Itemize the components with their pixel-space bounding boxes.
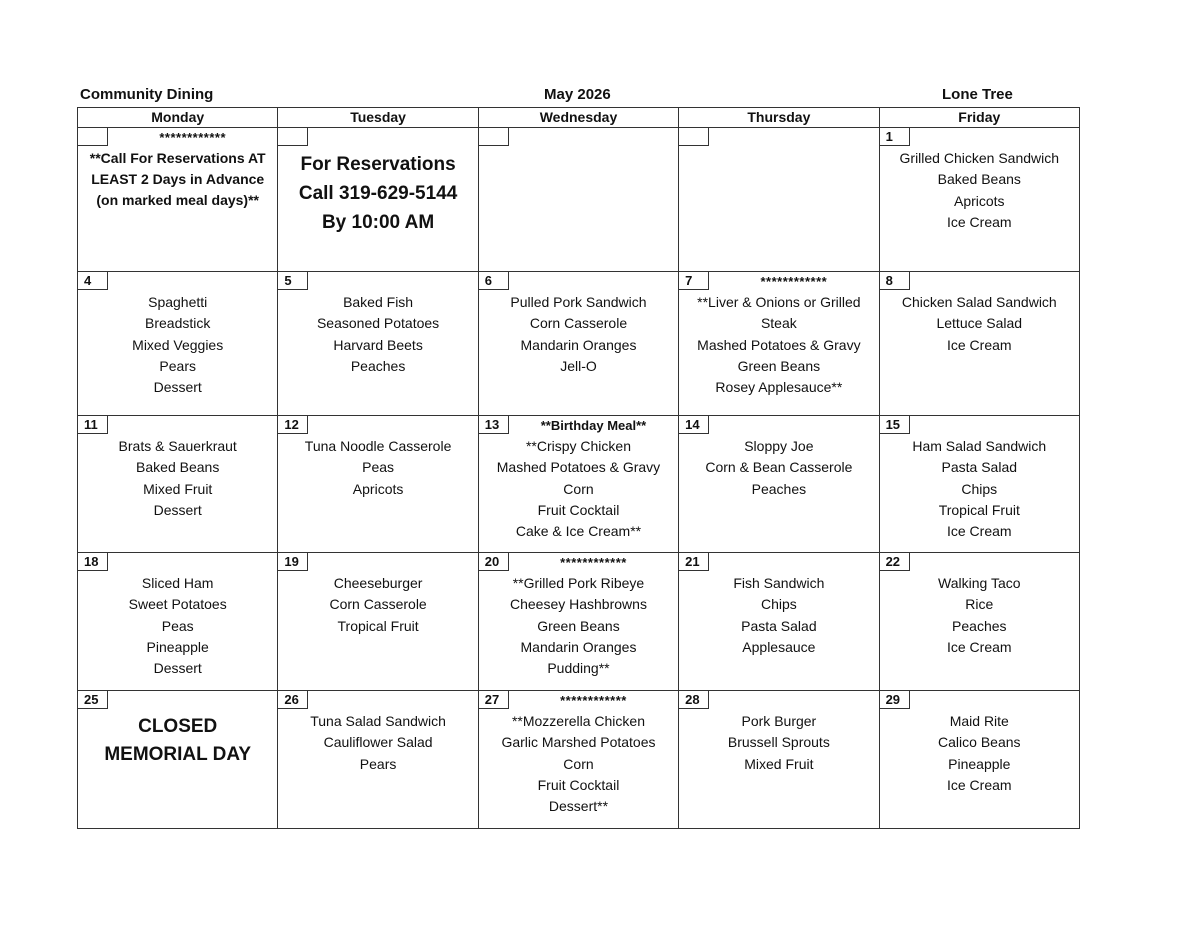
menu-item: Cheeseburger [333,575,423,591]
weekday-wednesday: Wednesday [478,108,678,128]
day-number [278,128,308,146]
day-number: 11 [78,416,108,434]
weekday-friday: Friday [879,108,1079,128]
menu-item: Cheesey Hashbrowns [509,596,647,613]
week-row [78,691,1080,829]
reservation-call-note: For Reservations Call 319-629-5144 By 10:00 AM [278,148,477,237]
menu-items [278,436,477,500]
menu-item: Cauliflower Salad [323,734,433,751]
day-number: 14 [679,416,709,434]
day-number: 22 [880,553,910,571]
menu-item: Jell-O [560,357,597,374]
menu-item: Peaches [350,357,406,374]
menu-items [679,436,878,500]
day-cell [78,416,278,553]
day-cell [478,416,678,553]
menu-item: Seasoned Potatoes [316,315,440,332]
day-cell [679,416,879,553]
day-number: 21 [679,553,709,571]
menu-item: Peas [161,617,194,634]
menu-item: Mixed Fruit [744,755,814,772]
menu-item: Applesauce [742,638,816,655]
menu-item: Pasta Salad [941,459,1018,476]
reservation-phone: Call 319-629-5144 [298,183,458,204]
marked-meal-marker: ************ [560,555,627,570]
day-cell [278,416,478,553]
day-number: 29 [880,691,910,709]
menu-items [479,573,678,679]
program-title: Community Dining [80,86,214,103]
day-number: 27 [479,691,509,709]
menu-item: Chips [961,480,998,497]
menu-item: Dessert [153,660,202,677]
location-title: Lone Tree [942,86,1013,103]
menu-item: Dessert** [548,798,609,815]
day-number: 4 [78,272,108,290]
menu-item: Pears [159,357,196,374]
menu-item: Pulled Pork Sandwich [510,294,647,310]
marked-meal-marker: ************ [560,693,627,708]
menu-item: Apricots [953,192,1005,209]
menu-item: **Grilled Pork Ribeye [512,575,645,591]
marked-meal-marker: ************ [760,274,828,289]
menu-item: Corn & Bean Casserole [705,459,853,476]
reservation-advance-note: **Call For Reservations AT LEAST 2 Days in Advance (on marked meal days)** [89,150,266,208]
day-cell [679,272,879,416]
menu-item: Spaghetti [148,294,208,310]
menu-item: Green Beans [737,357,821,374]
day-cell [78,691,278,829]
day-cell [278,691,478,829]
title-row [77,84,1080,107]
day-number: 26 [278,691,308,709]
day-number [679,128,709,146]
day-cell [278,272,478,416]
menu-item: Baked Beans [937,171,1021,188]
day-number: 28 [679,691,709,709]
closed-notice: CLOSED MEMORIAL DAY [104,716,252,765]
menu-item: Maid Rite [949,713,1009,729]
menu-item: Grilled Chicken Sandwich [899,150,1060,166]
menu-item: Pasta Salad [741,617,817,634]
menu-item: Mixed Fruit [143,480,213,497]
menu-item: Mandarin Oranges [520,336,637,353]
weekday-thursday: Thursday [679,108,879,128]
menu-item: Sliced Ham [141,575,214,591]
menu-item: Pudding** [547,660,610,677]
menu-item: **Mozzerella Chicken [511,713,645,729]
menu-items [78,292,277,398]
menu-item: Tuna Noodle Casserole [304,438,452,454]
day-number: 15 [880,416,910,434]
day-number: 1 [880,128,910,146]
menu-item: Pork Burger [741,713,817,729]
day-cell [78,128,278,272]
menu-items [679,711,878,775]
menu-items [479,711,678,817]
menu-item: Sweet Potatoes [128,596,227,613]
menu-item: Corn [563,480,594,497]
day-cell [278,128,478,272]
menu-item: Breadstick [145,315,211,332]
menu-items [679,292,878,398]
menu-item: Corn Casserole [529,315,628,332]
menu-items [78,573,277,679]
day-cell [879,553,1079,691]
menu-item: Baked Fish [343,294,414,310]
day-number: 20 [479,553,509,571]
menu-item: Ice Cream [946,776,1012,793]
menu-item: Fish Sandwich [733,575,825,591]
menu-items [278,292,477,377]
menu-item: Ice Cream [946,523,1012,540]
menu-item: Mixed Veggies [132,336,224,353]
week-row [78,416,1080,553]
day-number [479,128,509,146]
menu-item: Ice Cream [946,336,1012,353]
day-cell [78,272,278,416]
menu-item: Tropical Fruit [938,501,1020,518]
menu-item: Walking Taco [938,575,1021,591]
day-cell [478,272,678,416]
menu-calendar-page [77,84,1080,829]
day-number [78,128,108,146]
menu-item: Ice Cream [946,638,1012,655]
weekday-monday: Monday [78,108,278,128]
menu-items [880,148,1079,233]
menu-item: Mashed Potatoes & Gravy [697,336,861,353]
menu-item: Baked Beans [136,459,220,476]
day-number: 6 [479,272,509,290]
week-row [78,272,1080,416]
day-cell [478,691,678,829]
menu-item: Sloppy Joe [744,438,814,454]
calendar-grid [77,107,1080,829]
menu-item: Brussell Sprouts [727,734,830,751]
day-cell [679,553,879,691]
day-cell [679,691,879,829]
menu-item: Fruit Cocktail [537,501,620,518]
menu-item: Tuna Salad Sandwich [310,713,446,729]
day-cell [78,553,278,691]
menu-item: Brats & Sauerkraut [118,438,237,454]
day-number: 7 [679,272,709,290]
day-number: 13 [479,416,509,434]
month-title: May 2026 [544,86,611,103]
day-cell [879,416,1079,553]
menu-item: Fruit Cocktail [537,776,620,793]
day-number: 25 [78,691,108,709]
menu-item: Chips [760,596,797,613]
menu-item: Corn Casserole [329,596,427,613]
day-cell [278,553,478,691]
menu-item: Ham Salad Sandwich [912,438,1047,454]
menu-items [278,711,477,775]
day-number: 12 [278,416,308,434]
menu-item: Garlic Marshed Potatoes [501,734,656,751]
menu-item: Tropical Fruit [337,617,419,634]
week-row [78,128,1080,272]
menu-items [880,573,1079,658]
menu-items [679,573,878,658]
menu-item: Cake & Ice Cream** [515,523,642,540]
menu-item: Ice Cream [946,213,1012,230]
day-cell [478,128,678,272]
menu-item: Rosey Applesauce** [715,379,843,396]
day-number: 8 [880,272,910,290]
day-cell [879,128,1079,272]
menu-item: Green Beans [537,617,620,634]
menu-item: Calico Beans [938,734,1021,751]
week-row [78,553,1080,691]
menu-item: Pineapple [948,755,1011,772]
menu-item: Rice [965,596,994,613]
menu-item: Corn [563,755,594,772]
menu-item: Mandarin Oranges [520,638,637,655]
weekday-tuesday: Tuesday [278,108,478,128]
day-number: 19 [278,553,308,571]
menu-item: Pineapple [146,638,209,655]
menu-item: Peaches [952,617,1007,634]
day-number: 18 [78,553,108,571]
day-cell [879,272,1079,416]
menu-items [78,436,277,521]
menu-item: Peaches [751,480,807,497]
menu-item: Dessert [153,501,202,518]
menu-items [880,436,1079,542]
menu-items [880,711,1079,796]
menu-item: Dessert [153,379,202,396]
menu-item: Apricots [352,480,404,497]
day-cell [679,128,879,272]
menu-items [278,573,477,637]
day-cell [879,691,1079,829]
menu-item: Mashed Potatoes & Gravy [496,459,661,476]
menu-items [479,436,678,542]
menu-item: Chicken Salad Sandwich [901,294,1057,310]
menu-item: Peas [362,459,395,476]
menu-item: **Liver & Onions or Grilled [697,294,861,310]
weekday-header-row [78,108,1080,128]
day-cell [478,553,678,691]
menu-item: Lettuce Salad [936,315,1023,332]
menu-item: Pears [359,755,397,772]
menu-item: Steak [760,315,797,332]
day-number: 5 [278,272,308,290]
marked-meal-marker: ************ [159,130,227,145]
menu-item: **Crispy Chicken [525,438,631,454]
birthday-meal-label: **Birthday Meal** [540,418,647,433]
menu-items [880,292,1079,356]
menu-item: Harvard Beets [333,336,423,353]
menu-items [479,292,678,377]
